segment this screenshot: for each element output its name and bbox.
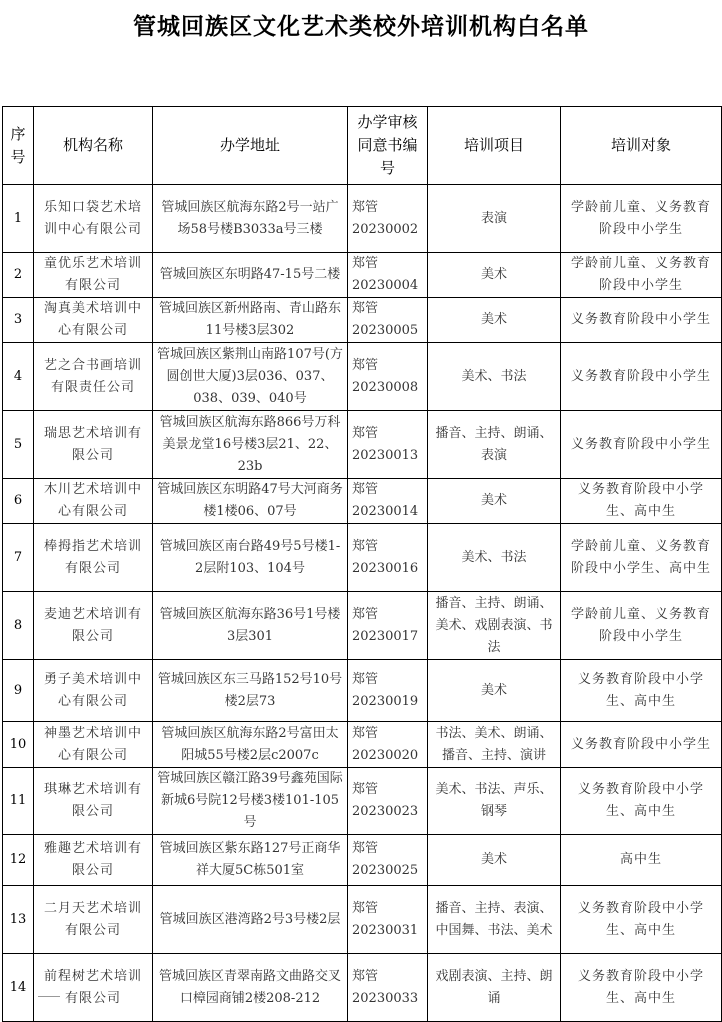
cell-address: 管城回族区南台路49号5号楼1-2层附103、104号 xyxy=(153,524,348,592)
table-row xyxy=(3,253,722,298)
cell-target: 义务教育阶段中小学生 xyxy=(561,411,722,479)
table-row xyxy=(3,768,722,835)
cell-project: 播音、主持、朗诵、表演 xyxy=(428,411,561,479)
cell-name: 木川艺术培训中心有限公司 xyxy=(34,479,153,524)
cell-code: 郑管20230017 xyxy=(348,592,428,660)
cell-project: 播音、主持、表演、中国舞、书法、美术 xyxy=(428,886,561,954)
cell-name: 琪琳艺术培训有限公司 xyxy=(34,768,153,835)
cell-code: 郑管20230023 xyxy=(348,768,428,835)
cell-target: 学龄前儿童、义务教育阶段中小学生 xyxy=(561,253,722,298)
cell-no: 5 xyxy=(3,411,34,479)
table-row xyxy=(3,185,722,253)
cell-name: 前程树艺术培训有限公司 xyxy=(34,954,153,1022)
cell-address: 管城回族区航海东路866号万科美景龙堂16号楼3层21、22、23b xyxy=(153,411,348,479)
table-row xyxy=(3,592,722,660)
cell-code: 郑管20230008 xyxy=(348,343,428,411)
cell-no: 11 xyxy=(3,768,34,835)
cell-project: 美术 xyxy=(428,479,561,524)
cell-target: 义务教育阶段中小学生、高中生 xyxy=(561,886,722,954)
table-row xyxy=(3,298,722,343)
cell-address: 管城回族区港湾路2号3号楼2层 xyxy=(153,886,348,954)
cell-address: 管城回族区新州路南、青山路东11号楼3层302 xyxy=(153,298,348,343)
header-code: 办学审核同意书编号 xyxy=(348,107,428,185)
header-name: 机构名称 xyxy=(34,107,153,185)
cell-no: 1 xyxy=(3,185,34,253)
cell-name: 麦迪艺术培训有限公司 xyxy=(34,592,153,660)
cell-address: 管城回族区紫东路127号正商华祥大厦5C栋501室 xyxy=(153,835,348,886)
cell-address: 管城回族区紫荆山南路107号(方圆创世大厦)3层036、037、038、039、040号 xyxy=(153,343,348,411)
cell-address: 管城回族区东三马路152号10号楼2层73 xyxy=(153,660,348,722)
cell-target: 高中生 xyxy=(561,835,722,886)
cell-no: 6 xyxy=(3,479,34,524)
cell-no: 12 xyxy=(3,835,34,886)
cell-address: 管城回族区航海东路36号1号楼3层301 xyxy=(153,592,348,660)
cell-target: 学龄前儿童、义务教育阶段中小学生 xyxy=(561,185,722,253)
cell-project: 美术 xyxy=(428,298,561,343)
cell-name: 童优乐艺术培训有限公司 xyxy=(34,253,153,298)
cell-code: 郑管20230031 xyxy=(348,886,428,954)
cell-no: 8 xyxy=(3,592,34,660)
cell-target: 义务教育阶段中小学生、高中生 xyxy=(561,479,722,524)
cell-no: 4 xyxy=(3,343,34,411)
cell-name: 雅趣艺术培训有限公司 xyxy=(34,835,153,886)
table-row xyxy=(3,479,722,524)
cell-address: 管城回族区东明路47号大河商务楼1楼06、07号 xyxy=(153,479,348,524)
cell-name: 乐知口袋艺术培训中心有限公司 xyxy=(34,185,153,253)
cell-name: 神墨艺术培训中心有限公司 xyxy=(34,722,153,768)
cell-target: 义务教育阶段中小学生 xyxy=(561,343,722,411)
cell-target: 义务教育阶段中小学生、高中生 xyxy=(561,954,722,1022)
header-project: 培训项目 xyxy=(428,107,561,185)
cell-address: 管城回族区青翠南路文曲路交叉口樟园商铺2楼208-212 xyxy=(153,954,348,1022)
cell-address: 管城回族区航海东路2号一站广场58号楼B3033a号三楼 xyxy=(153,185,348,253)
table-row xyxy=(3,722,722,768)
cell-project: 美术 xyxy=(428,253,561,298)
cell-no: 2 xyxy=(3,253,34,298)
cell-target: 学龄前儿童、义务教育阶段中小学生、高中生 xyxy=(561,524,722,592)
cell-address: 管城回族区赣江路39号鑫苑国际新城6号院12号楼3楼101-105号 xyxy=(153,768,348,835)
cell-name: 勇子美术培训中心有限公司 xyxy=(34,660,153,722)
cell-project: 美术、书法、声乐、钢琴 xyxy=(428,768,561,835)
cell-name: 艺之合书画培训有限责任公司 xyxy=(34,343,153,411)
cell-address: 管城回族区东明路47-15号二楼 xyxy=(153,253,348,298)
cell-project: 美术、书法 xyxy=(428,343,561,411)
table-row xyxy=(3,343,722,411)
table-row xyxy=(3,660,722,722)
cell-no: 9 xyxy=(3,660,34,722)
cell-project: 播音、主持、朗诵、美术、戏剧表演、书法 xyxy=(428,592,561,660)
document-title: 管城回族区文化艺术类校外培训机构白名单 xyxy=(133,14,589,40)
header-target: 培训对象 xyxy=(561,107,722,185)
cell-project: 表演 xyxy=(428,185,561,253)
cell-address: 管城回族区航海东路2号富田太阳城55号楼2层c2007c xyxy=(153,722,348,768)
table-row xyxy=(3,835,722,886)
cell-code: 郑管20230019 xyxy=(348,660,428,722)
header-no: 序号 xyxy=(3,107,34,185)
cell-code: 郑管20230020 xyxy=(348,722,428,768)
cell-target: 学龄前儿童、义务教育阶段中小学生 xyxy=(561,592,722,660)
table-row xyxy=(3,524,722,592)
cell-name: 瑞思艺术培训有限公司 xyxy=(34,411,153,479)
cell-project: 美术 xyxy=(428,660,561,722)
cell-target: 义务教育阶段中小学生 xyxy=(561,298,722,343)
cell-target: 义务教育阶段中小学生、高中生 xyxy=(561,768,722,835)
table-header-row xyxy=(3,107,722,185)
table-row xyxy=(3,954,722,1022)
cell-code: 郑管20230033 xyxy=(348,954,428,1022)
institution-table xyxy=(2,106,722,1022)
cell-name: 棒拇指艺术培训有限公司 xyxy=(34,524,153,592)
cell-target: 义务教育阶段中小学生、高中生 xyxy=(561,660,722,722)
cell-name: 二月天艺术培训有限公司 xyxy=(34,886,153,954)
cell-no: 14 xyxy=(3,954,34,1022)
cell-project: 书法、美术、朗诵、播音、主持、演讲 xyxy=(428,722,561,768)
page-corner-mark xyxy=(38,996,60,998)
cell-code: 郑管20230002 xyxy=(348,185,428,253)
cell-no: 7 xyxy=(3,524,34,592)
cell-project: 美术、书法 xyxy=(428,524,561,592)
cell-project: 美术 xyxy=(428,835,561,886)
cell-name: 淘真美术培训中心有限公司 xyxy=(34,298,153,343)
cell-no: 10 xyxy=(3,722,34,768)
header-address: 办学地址 xyxy=(153,107,348,185)
cell-code: 郑管20230016 xyxy=(348,524,428,592)
cell-code: 郑管20230013 xyxy=(348,411,428,479)
cell-target: 义务教育阶段中小学生 xyxy=(561,722,722,768)
cell-code: 郑管20230025 xyxy=(348,835,428,886)
cell-code: 郑管20230004 xyxy=(348,253,428,298)
cell-code: 郑管20230014 xyxy=(348,479,428,524)
cell-project: 戏剧表演、主持、朗诵 xyxy=(428,954,561,1022)
table-row xyxy=(3,411,722,479)
cell-no: 3 xyxy=(3,298,34,343)
cell-code: 郑管20230005 xyxy=(348,298,428,343)
table-row xyxy=(3,886,722,954)
cell-no: 13 xyxy=(3,886,34,954)
